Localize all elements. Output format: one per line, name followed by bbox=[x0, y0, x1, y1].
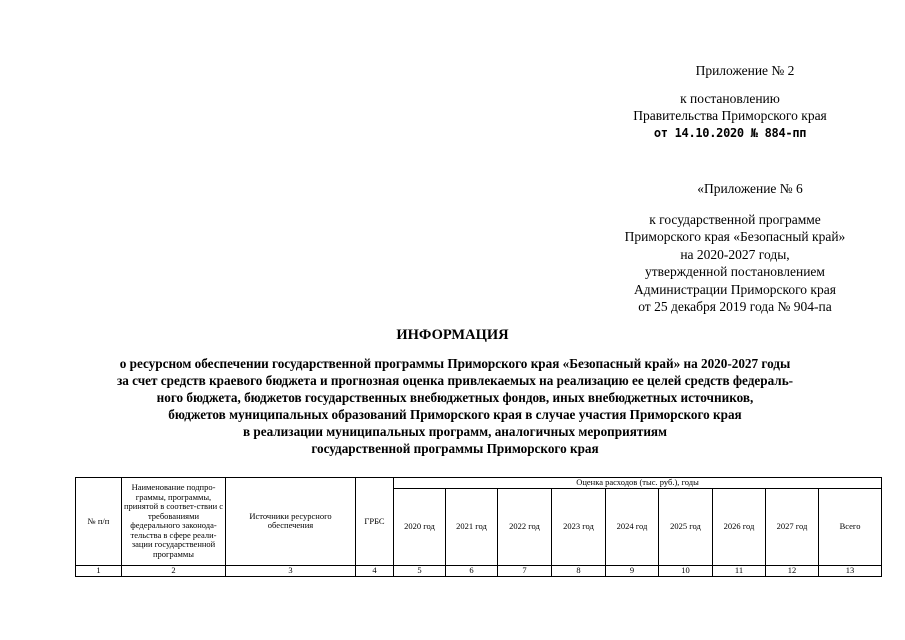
header-name: Наименование подпро-граммы, программы, принятой в соответ-ствии с требованиями федерального законода-тельства в сфере реали-зации государственной программы bbox=[122, 478, 226, 566]
header-year: 2023 год bbox=[552, 488, 606, 565]
column-number: 4 bbox=[356, 565, 394, 576]
header-year: 2021 год bbox=[446, 488, 498, 565]
subtitle-line: бюджетов муниципальных образований Приморского края в случае участия Приморского края bbox=[168, 407, 742, 422]
annex-main-line: Правительства Приморского края bbox=[633, 108, 827, 123]
annex-main-block bbox=[600, 62, 860, 142]
header-year: 2024 год bbox=[606, 488, 659, 565]
subtitle-line: о ресурсном обеспечении государственной программы Приморского края «Безопасный край» на 2020-2027 годы bbox=[119, 356, 791, 371]
column-number: 5 bbox=[394, 565, 446, 576]
subtitle-line: за счет средств краевого бюджета и прогнозная оценка привлекаемых на реализацию ее целей средств федераль- bbox=[116, 373, 794, 388]
annex-program-line: Приморского края «Безопасный край» bbox=[624, 229, 846, 244]
annex-program-title: «Приложение № 6 bbox=[697, 181, 803, 196]
resource-table bbox=[75, 477, 882, 577]
header-number: № п/п bbox=[76, 478, 122, 566]
document-heading: ИНФОРМАЦИЯ bbox=[396, 327, 509, 343]
header-year: 2026 год bbox=[713, 488, 766, 565]
annex-main-date-number: от 14.10.2020 № 884-пп bbox=[653, 126, 807, 140]
annex-main-title: Приложение № 2 bbox=[695, 63, 795, 78]
subtitle-line: ного бюджета, бюджетов государственных внебюджетных фондов, иных внебюджетных источников, bbox=[156, 390, 754, 405]
column-number: 10 bbox=[659, 565, 713, 576]
header-year: 2022 год bbox=[498, 488, 552, 565]
column-number: 12 bbox=[766, 565, 819, 576]
header-sources: Источники ресурсного обеспечения bbox=[226, 478, 356, 566]
annex-program-line: Администрации Приморского края bbox=[634, 281, 836, 297]
header-total: Всего bbox=[819, 488, 882, 565]
column-number: 9 bbox=[606, 565, 659, 576]
header-year: 2020 год bbox=[394, 488, 446, 565]
column-number: 8 bbox=[552, 565, 606, 576]
annex-main-line: к постановлению bbox=[680, 91, 780, 106]
annex-program-line: утвержденной постановлением bbox=[645, 264, 825, 279]
subtitle-line: государственной программы Приморского края bbox=[311, 441, 599, 456]
table-numbering-row bbox=[76, 565, 882, 576]
annex-program-line: к государственной программе bbox=[649, 211, 821, 227]
column-number: 6 bbox=[446, 565, 498, 576]
column-number: 2 bbox=[122, 565, 226, 576]
column-number: 1 bbox=[76, 565, 122, 576]
subtitle-line: в реализации муниципальных программ, аналогичных мероприятиям bbox=[242, 424, 668, 439]
header-grbs: ГРБС bbox=[356, 478, 394, 566]
table-header-row bbox=[76, 478, 882, 489]
document-subtitle bbox=[60, 355, 850, 457]
header-year: 2025 год bbox=[659, 488, 713, 565]
annex-program-line: от 25 декабря 2019 года № 904-па bbox=[638, 299, 832, 314]
column-number: 7 bbox=[498, 565, 552, 576]
annex-program-line: на 2020-2027 годы, bbox=[680, 246, 790, 262]
column-number: 13 bbox=[819, 565, 882, 576]
header-year: 2027 год bbox=[766, 488, 819, 565]
column-number: 3 bbox=[226, 565, 356, 576]
column-number: 11 bbox=[713, 565, 766, 576]
annex-program-block bbox=[600, 180, 870, 316]
header-expenses-group: Оценка расходов (тыс. руб.), годы bbox=[394, 478, 882, 489]
